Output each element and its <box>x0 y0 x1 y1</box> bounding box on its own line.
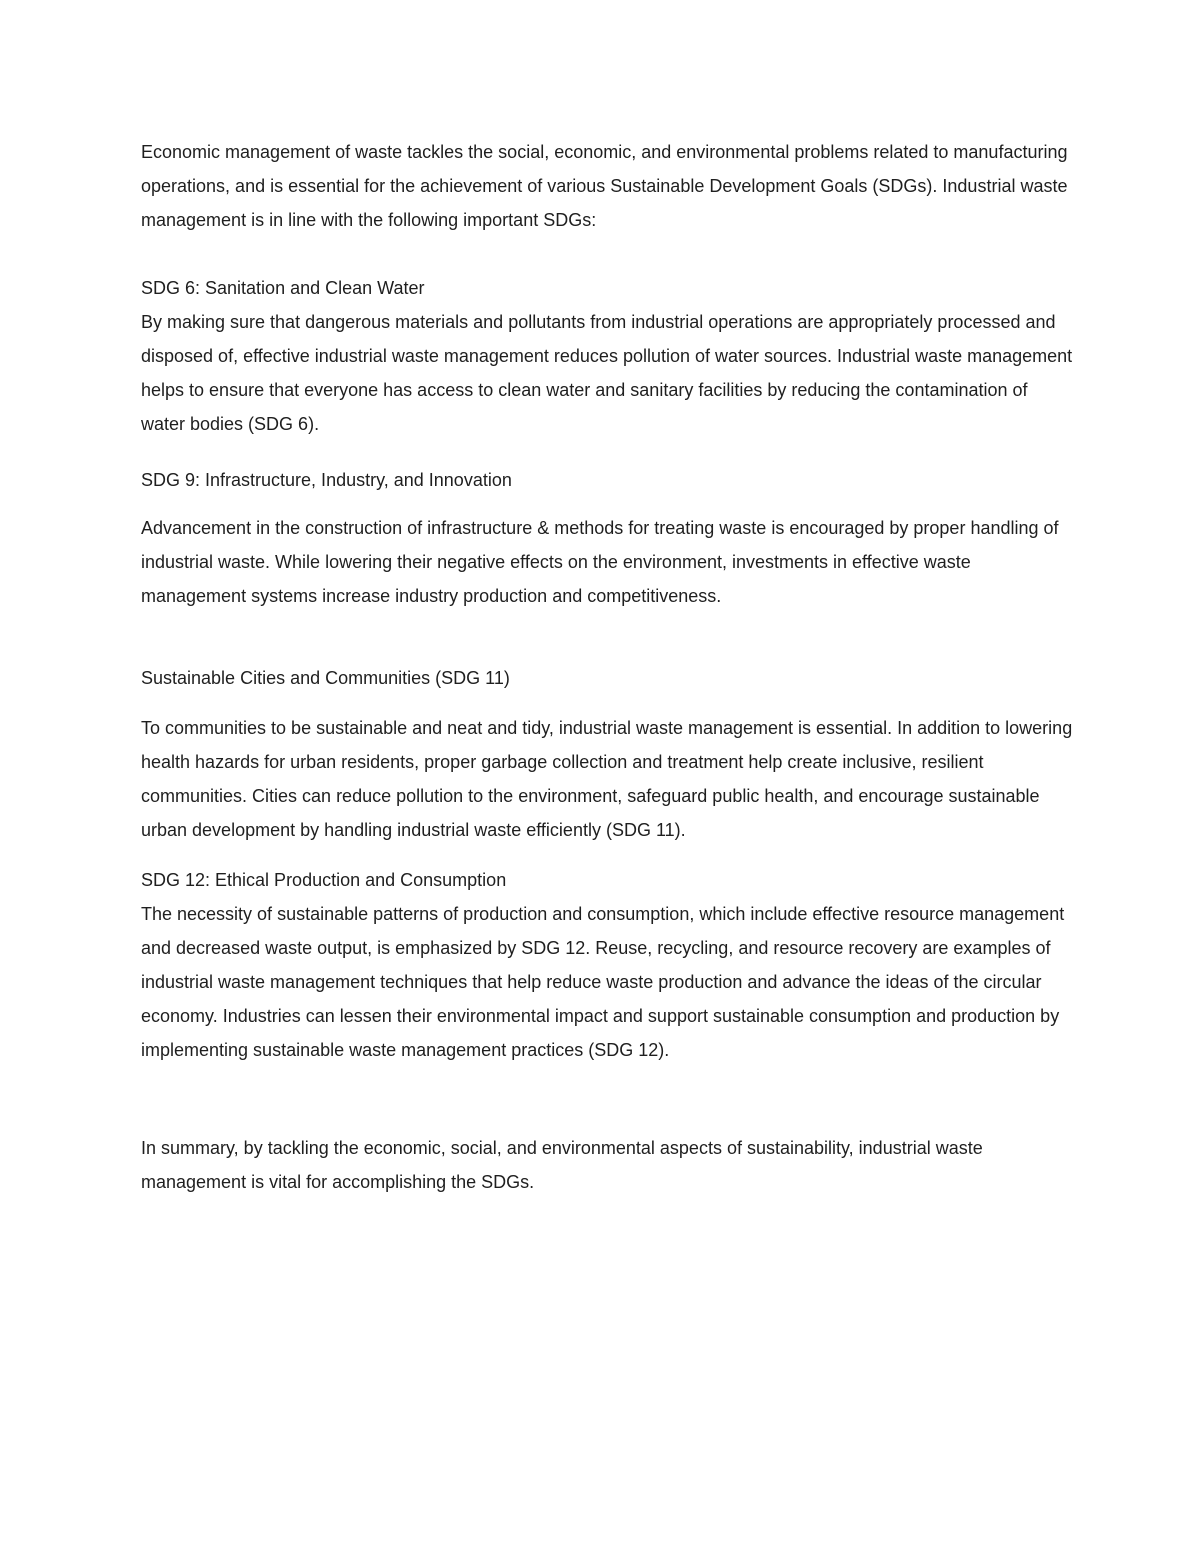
sdg11-body: To communities to be sustainable and neat and tidy, industrial waste management is essential. In addition to lowering health hazards for urban residents, proper garbage collection and treatment help create inclusive, resilient communities. Cities can reduce pollution to the environment, safeguard public health, and encourage sustainable urban development by handling industrial waste efficiently (SDG 11). <box>141 718 1073 840</box>
spacer <box>141 695 1076 711</box>
sdg6-body: By making sure that dangerous materials and pollutants from industrial operations are appropriately processed and disposed of, effective industrial waste management reduces pollution of water sources. Industrial waste management helps to ensure that everyone has access to clean water and sanitary facilities by reducing the contamination of water bodies (SDG 6). <box>141 312 1073 434</box>
spacer <box>141 847 1076 863</box>
intro-paragraph: Economic management of waste tackles the social, economic, and environmental problems related to manufacturing operations, and is essential for the achievement of various Sustainable Development Goals (SDGs). Industrial waste management is in line with the following important SDGs: <box>141 142 1068 230</box>
spacer <box>141 441 1076 463</box>
sdg11-heading: Sustainable Cities and Communities (SDG 11) <box>141 668 510 688</box>
sdg12-heading: SDG 12: Ethical Production and Consumption <box>141 870 507 890</box>
summary-paragraph: In summary, by tackling the economic, social, and environmental aspects of sustainability, industrial waste management is vital for accomplishing the SDGs. <box>141 1138 983 1192</box>
document-body <box>141 135 1076 1199</box>
sdg12-body: The necessity of sustainable patterns of production and consumption, which include effective resource management and decreased waste output, is emphasized by SDG 12. Reuse, recycling, and resource recovery are examples of industrial waste management techniques that help reduce waste production and advance the ideas of the circular economy. Industries can lessen their environmental impact and support sustainable consumption and production by implementing sustainable waste management practices (SDG 12). <box>141 904 1065 1060</box>
sdg9-heading: SDG 9: Infrastructure, Industry, and Innovation <box>141 470 512 490</box>
spacer <box>141 237 1076 271</box>
spacer <box>141 497 1076 511</box>
spacer <box>141 1067 1076 1131</box>
sdg9-body: Advancement in the construction of infrastructure & methods for treating waste is encouraged by proper handling of industrial waste. While lowering their negative effects on the environment, investments in effective waste management systems increase industry production and competitiveness. <box>141 518 1059 606</box>
spacer <box>141 613 1076 661</box>
sdg6-heading: SDG 6: Sanitation and Clean Water <box>141 278 425 298</box>
